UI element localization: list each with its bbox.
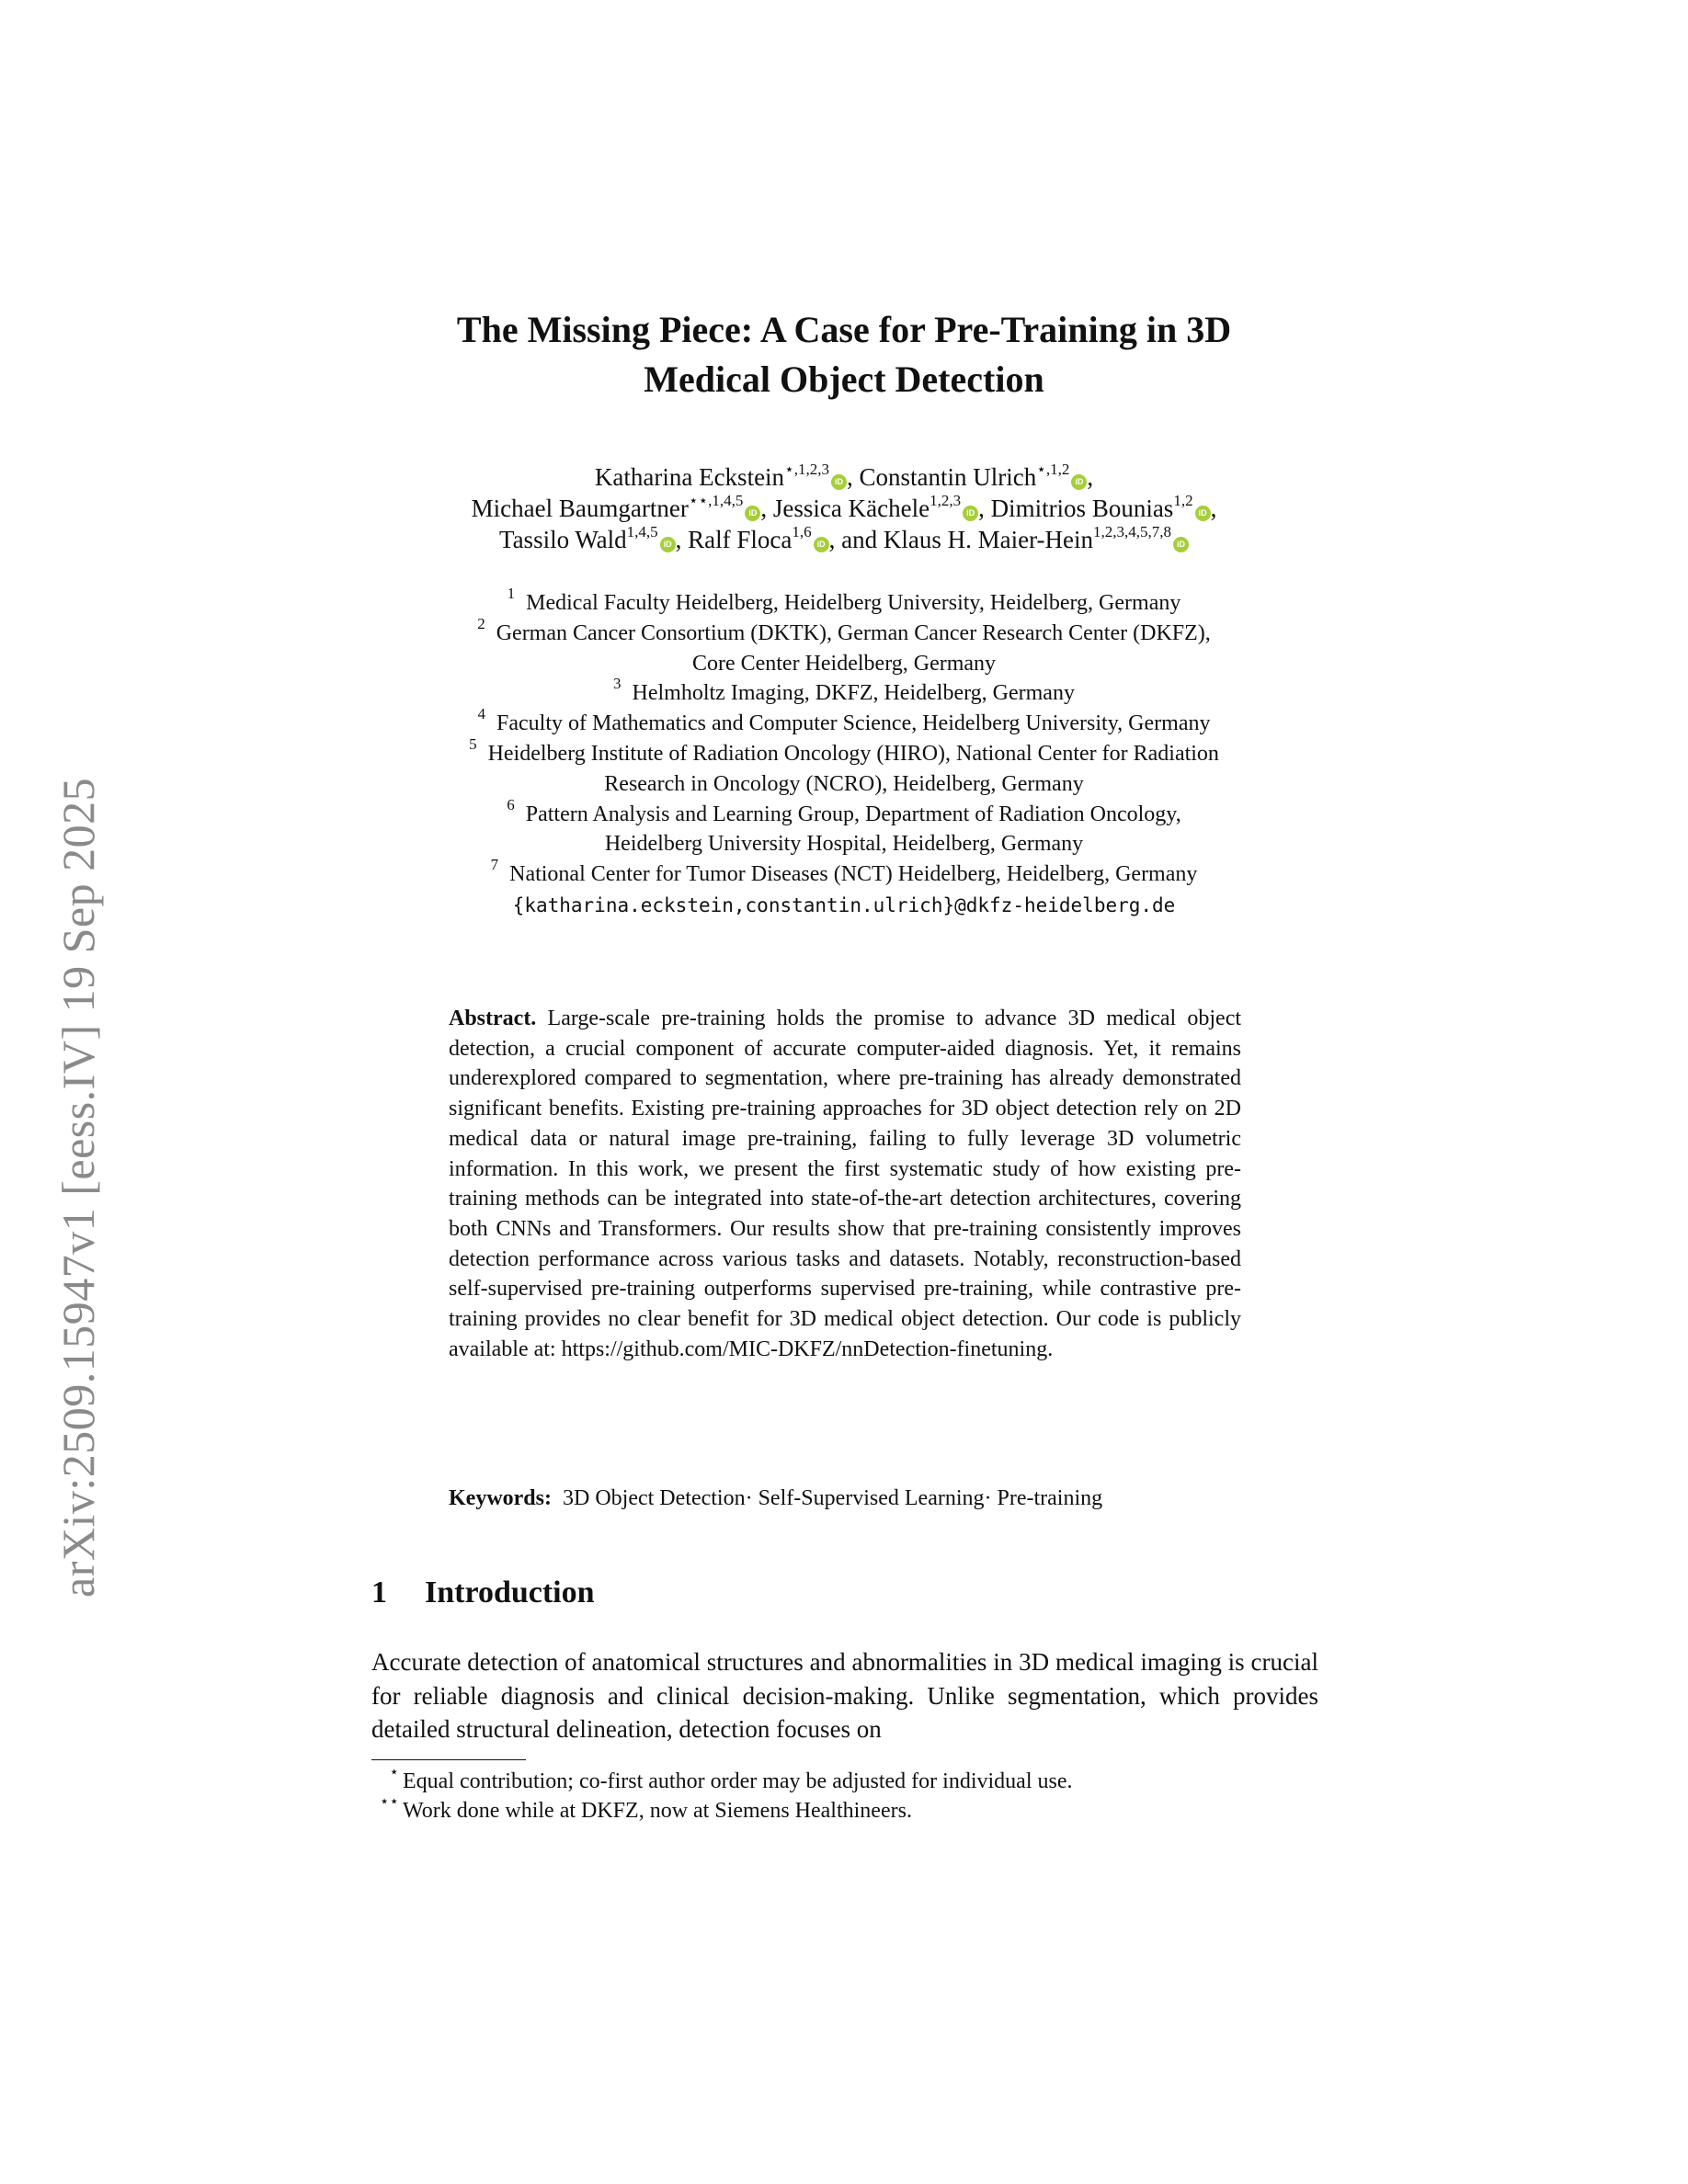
affiliation-number: 4: [477, 705, 486, 723]
keywords: [449, 1484, 1276, 1513]
affiliation-number: 1: [507, 585, 516, 602]
author-name: Michael Baumgartner: [471, 495, 689, 522]
author-affiliation-marks: 1,2: [1173, 492, 1193, 509]
affiliation-text: National Center for Tumor Diseases (NCT) Heidelberg, Heidelberg, Germany: [509, 862, 1198, 887]
author-affiliation-marks: 1,2,3: [930, 492, 962, 509]
affiliation-continuation: Core Center Heidelberg, Germany: [691, 651, 997, 676]
paper-title: [303, 305, 1385, 404]
author-line-3: [303, 524, 1385, 555]
orcid-icon[interactable]: iD: [660, 537, 676, 552]
footnote: ⋆⋆ Work done while at DKFZ, now at Siemens Healthineers.: [379, 1792, 912, 1823]
affiliation-number: 2: [477, 614, 485, 632]
author-affiliation-marks: ⋆,1,2: [1036, 461, 1070, 478]
affiliation-number: 5: [469, 734, 477, 753]
affiliation-list: [303, 585, 1385, 921]
affiliation-text: German Cancer Consortium (DKTK), German Cancer Research Center (DKFZ),: [496, 620, 1211, 645]
author-affiliation-marks: ⋆⋆,1,4,5: [688, 492, 744, 509]
author-separator: ,: [760, 495, 773, 522]
author-affiliation-marks: ⋆,1,2,3: [784, 461, 829, 478]
author: [471, 492, 761, 522]
orcid-icon[interactable]: iD: [1071, 474, 1087, 490]
abstract-label: Abstract.: [449, 1007, 537, 1030]
author-separator: ,: [1087, 463, 1094, 491]
contact-email[interactable]: {katharina.eckstein,constantin.ulrich}@dkfz-heidelberg.de: [512, 893, 1176, 916]
author: [859, 463, 1087, 491]
affiliation-text: Heidelberg Institute of Radiation Oncology (HIRO), National Center for Radiation: [487, 741, 1219, 766]
abstract: [449, 1004, 1241, 1364]
orcid-icon[interactable]: iD: [1173, 537, 1189, 552]
author-name: Ralf Floca: [688, 526, 793, 553]
author-separator: ,: [1210, 495, 1217, 522]
author-name: Tassilo Wald: [498, 526, 627, 553]
abstract-text: Large-scale pre-training holds the promise to advance 3D medical object detection, a crucial component of accurate computer-aided diagnosis. Yet, it remains underexplored compared to segmentation, where pre-training has already demonstrated significant benefits. Existing pre-training approaches for 3D object detection rely on 2D medical data or natural image pre-training, failing to fully leverage 3D volumetric information. In this work, we present the first systematic study of how existing pre-training methods can be integrated into state-of-the-art detection architectures, covering both CNNs and Transformers. Our results show that pre-training consistently improves detection performance across various tasks and datasets. Notably, reconstruction-based self-supervised pre-training outperforms supervised pre-training, while contrastive pre-training provides no clear benefit for 3D medical object detection. Our code is publicly available at: https://github.com/MIC-DKFZ/nnDetection-finetuning.: [449, 1007, 1242, 1361]
footnote-text: Equal contribution; co-first author order may be adjusted for individual use.: [403, 1769, 1073, 1793]
author-name: Klaus H. Maier-Hein: [883, 526, 1094, 553]
keywords-label: Keywords:: [449, 1486, 552, 1510]
author-name: Katharina Eckstein: [594, 463, 785, 491]
affiliation: [303, 705, 1385, 739]
author: [990, 492, 1211, 522]
affiliation-continuation: Research in Oncology (NCRO), Heidelberg, Germany: [604, 771, 1084, 796]
footnotes: [371, 1763, 1318, 1826]
author-affiliation-marks: 1,6: [792, 523, 812, 540]
affiliation-continuation: Heidelberg University Hospital, Heidelberg, Germany: [604, 832, 1084, 857]
author-separator: , and: [828, 526, 884, 553]
affiliation: [303, 734, 1385, 800]
affiliation-number: 6: [507, 795, 515, 813]
author: [772, 492, 978, 522]
affiliation: [303, 675, 1385, 709]
author-separator: ,: [846, 463, 860, 491]
footnote: ⋆ Equal contribution; co-first author order may be adjusted for individual use.: [389, 1763, 1073, 1793]
author: [688, 523, 828, 553]
author-list: [303, 461, 1385, 555]
author-affiliation-marks: 1,4,5: [626, 523, 658, 540]
title-line-2: Medical Object Detection: [644, 358, 1044, 400]
keywords-text: 3D Object Detection· Self-Supervised Learning· Pre-training: [562, 1486, 1103, 1510]
author-name: Constantin Ulrich: [859, 463, 1037, 491]
author-name: Jessica Kächele: [772, 495, 930, 522]
section-heading-introduction: [371, 1574, 595, 1612]
orcid-icon[interactable]: iD: [1195, 506, 1211, 521]
affiliation: [303, 614, 1385, 679]
affiliation-text: Helmholtz Imaging, DKFZ, Heidelberg, Germany: [632, 681, 1075, 706]
orcid-icon[interactable]: iD: [745, 506, 760, 521]
author: [595, 463, 847, 491]
affiliation: [303, 795, 1385, 860]
author-name: Dimitrios Bounias: [990, 495, 1174, 522]
intro-paragraph: Accurate detection of anatomical structures and abnormalities in 3D medical imaging is crucial for reliable diagnosis and clinical decision-making. Unlike segmentation, which provides detailed structural delineation, detection focuses on: [371, 1648, 1318, 1743]
footnote-rule: [371, 1759, 526, 1760]
arxiv-stamp: arXiv:2509.15947v1 [eess.IV] 19 Sep 2025: [52, 777, 104, 1598]
author: [498, 523, 676, 553]
section-title: Introduction: [425, 1575, 595, 1610]
affiliation-number: 3: [613, 675, 622, 693]
section-number: 1: [371, 1575, 387, 1610]
author-separator: ,: [675, 526, 689, 553]
affiliation: [303, 856, 1385, 890]
author: [883, 523, 1189, 553]
author-line-2: [303, 493, 1385, 524]
affiliation-text: Faculty of Mathematics and Computer Science, Heidelberg University, Germany: [496, 711, 1211, 736]
author-separator: ,: [978, 495, 991, 522]
author-affiliation-marks: 1,2,3,4,5,7,8: [1093, 523, 1172, 540]
affiliation-number: 7: [490, 856, 499, 874]
orcid-icon[interactable]: iD: [814, 537, 829, 552]
affiliation-text: Medical Faculty Heidelberg, Heidelberg University, Heidelberg, Germany: [526, 591, 1181, 615]
title-line-1: The Missing Piece: A Case for Pre-Training in 3D: [456, 309, 1232, 350]
author-line-1: [303, 461, 1385, 493]
orcid-icon[interactable]: iD: [831, 474, 847, 490]
orcid-icon[interactable]: iD: [963, 506, 978, 521]
affiliation-text: Pattern Analysis and Learning Group, Department of Radiation Oncology,: [525, 802, 1181, 826]
footnote-text: Work done while at DKFZ, now at Siemens Healthineers.: [403, 1799, 912, 1823]
affiliation: [303, 585, 1385, 619]
